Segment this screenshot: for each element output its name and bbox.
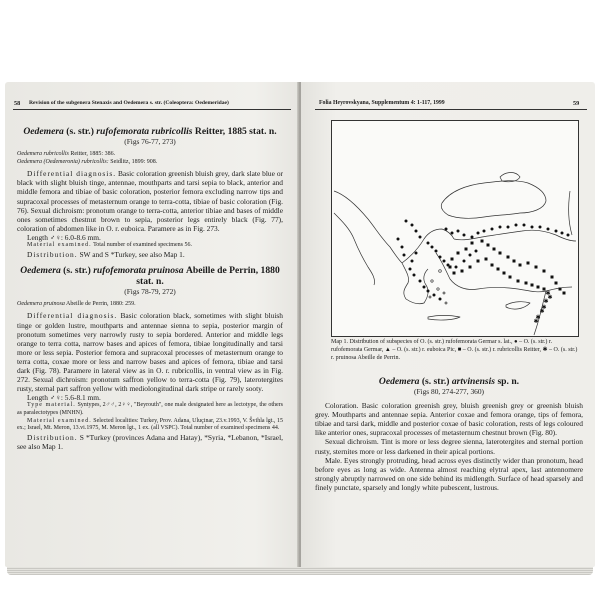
distribution-line: Distribution. SW and S *Turkey, see also Map 1. bbox=[27, 249, 185, 259]
map-dot-marker bbox=[439, 298, 442, 301]
map-square-marker bbox=[477, 260, 480, 263]
map-square-marker bbox=[543, 270, 546, 273]
map-square-marker bbox=[555, 282, 558, 285]
map-square-marker bbox=[493, 248, 496, 251]
left-page bbox=[5, 82, 299, 567]
map-square-marker bbox=[465, 248, 468, 251]
map-dot-marker bbox=[515, 224, 518, 227]
map-square-marker bbox=[485, 258, 488, 261]
map-dot-marker bbox=[403, 254, 406, 257]
taxon-heading-pruinosa: Oedemera (s. str.) rufofemorata pruinosa Abeille de Perrin, 1880 stat. n. bbox=[20, 264, 280, 287]
page-edge bbox=[7, 567, 593, 575]
diagnosis-paragraph: Differential diagnosis. Basic coloration black, sometimes with slight bluish tinge or golden lustre, mouthparts and antennae sienna to sepia, posterior margin of pronotum sometimes very narrowly rusty to sepia bordered. Anterior and middle legs orange to terra cotta, narrow bases and apices of femora, tibiae longitudinally and tarsi more or less sepia. Posterior femora and supracoxal processes of metasternum orange to terra cotta, coxae more or less and narrow bases and apices of femora, tibiae and tarsi dark (Fig. 78). Paramere in lateral view as in O. r. rubricollis, in ventral view as in Fig. 272. Sexual dichroism: pronotum saffron yellow to terra-cotta (Fig. 79), laterotergites rusty, sternal part saffron yellow with mediolongitudinal dark stripe or rarely sooty. bbox=[17, 311, 283, 394]
map-square-marker bbox=[503, 272, 506, 275]
map-dot-marker bbox=[411, 224, 414, 227]
adriatic-coast bbox=[334, 191, 402, 263]
synonym-line: Oedemera pruinosa Abeille de Perrin, 1880: 259. bbox=[17, 300, 136, 307]
map-square-marker bbox=[481, 240, 484, 243]
map-dot-marker bbox=[419, 236, 422, 239]
map-square-marker bbox=[507, 256, 510, 259]
map-star-marker: ✱ bbox=[547, 295, 553, 301]
distribution-map bbox=[331, 120, 579, 337]
map-square-marker bbox=[487, 244, 490, 247]
map-dot-marker bbox=[397, 238, 400, 241]
map-square-marker bbox=[517, 280, 520, 283]
map-dot-marker bbox=[415, 252, 418, 255]
map-dot-marker bbox=[413, 274, 416, 277]
map-dot-marker bbox=[471, 236, 474, 239]
coloration-paragraph: Coloration. Basic coloration greenish grey, bluish greenish grey or greenish bluish grey. Mouthparts and antennae sepia. Anterior coxae and femora orange, tips of femora, tibiae and tarsi dark, middle and posterior coxae of basic coloration, rests of legs coloured like anterior ones, supracoxal processes of metasternum chestnut brown (Fig. 80). bbox=[315, 401, 583, 438]
map-dot-marker bbox=[555, 230, 558, 233]
map-dot-marker bbox=[507, 226, 510, 229]
black-sea-outline bbox=[441, 181, 546, 219]
material-line: Material examined. Selected localities: Turkey, Prov. Adana, Uluçinar, 23.v.1993, V. Švihla lgt., 15 ex.; Israel, Mt. Meron, 13.vi.1975, M. Meron lgt., 1 ex. (all VSPC). Total number of examined specimens 44. bbox=[17, 417, 283, 432]
map-star-marker: ✱ bbox=[533, 319, 539, 325]
map-square-marker bbox=[457, 252, 460, 255]
map-square-marker bbox=[563, 292, 566, 295]
map-square-marker bbox=[497, 268, 500, 271]
map-star-marker: ✱ bbox=[535, 315, 541, 321]
caspian-edge bbox=[569, 191, 572, 235]
figure-refs: (Figs 76-77, 273) bbox=[124, 137, 176, 146]
map-dot-marker bbox=[455, 266, 458, 269]
map-dot-marker bbox=[409, 268, 412, 271]
map-square-marker bbox=[531, 284, 534, 287]
map-dot-marker bbox=[427, 242, 430, 245]
map-square-marker bbox=[509, 276, 512, 279]
left-running-header: Revision of the subgenera Stenaxis and Oedemera s. str. (Coleoptera: Oedemeridae) bbox=[29, 100, 229, 106]
map-dot-marker bbox=[443, 260, 446, 263]
open-book bbox=[5, 82, 595, 582]
male-paragraph: Male. Eyes strongly protruding, head across eyes distinctly wider than pronotum, head before eyes as long as wide. Antenna almost reaching elytral apex, last antennomere strongly abruptly narrowed on one side behind its midlength. Surface of head sparsely and finely punctate, sparsely and longly white pubescent, lustrous. bbox=[315, 455, 583, 492]
right-running-header: Folia Heyrovskyana, Supplementum 4: 1-117, 1999 bbox=[319, 100, 445, 106]
right-header-rule bbox=[315, 109, 587, 110]
map-dot-marker bbox=[523, 224, 526, 227]
map-square-marker bbox=[519, 264, 522, 267]
map-dot-marker bbox=[475, 250, 478, 253]
taxon-heading-rubricollis: Oedemera (s. str.) rufofemorata rubricollis Reitter, 1885 stat. n. bbox=[23, 126, 277, 137]
map-dot-marker bbox=[547, 228, 550, 231]
map-dot-marker bbox=[433, 294, 436, 297]
left-header-rule bbox=[13, 109, 291, 110]
map-dot-marker bbox=[463, 260, 466, 263]
map-dot-marker bbox=[567, 234, 570, 237]
map-points bbox=[397, 220, 570, 326]
greece-coast bbox=[402, 263, 428, 304]
taxon-heading-artvinensis: Oedemera (s. str.) artvinensis sp. n. bbox=[378, 376, 520, 387]
map-dot-marker bbox=[423, 286, 426, 289]
material-line: Material examined. Total number of examined specimens 56. bbox=[27, 242, 192, 249]
map-dot-marker bbox=[405, 220, 408, 223]
map-dot-marker bbox=[415, 230, 418, 233]
map-caption: Map 1. Distribution of subspecies of O. (s. str.) rufofemorata Germar s. lat., ● – O. (s. str.) r. rufofemorata Germar, ▲ – O. (s. str.) r. euboica Pic, ■ – O. (s. str.) r. rubricollis Reitter, ✱ – O. (s. str.) r. pruinosa Abeille de Perrin. bbox=[331, 339, 578, 361]
map-dot-marker bbox=[431, 246, 434, 249]
map-dot-marker bbox=[457, 230, 460, 233]
thrace-coast bbox=[402, 229, 454, 263]
left-page-number: 58 bbox=[14, 100, 21, 107]
left-text-block bbox=[17, 126, 283, 451]
map-dot-marker bbox=[531, 226, 534, 229]
map-dot-marker bbox=[419, 280, 422, 283]
distribution-line: Distribution. S *Turkey (provinces Adana and Hatay), *Syria, *Lebanon, *Israel, see also Map 1. bbox=[17, 432, 283, 451]
map-square-marker bbox=[513, 260, 516, 263]
map-dot-marker bbox=[477, 232, 480, 235]
map-dot-marker bbox=[451, 232, 454, 235]
right-page-number: 59 bbox=[573, 100, 580, 107]
map-dot-marker bbox=[439, 256, 442, 259]
map-dot-marker bbox=[463, 234, 466, 237]
map-dot-marker bbox=[499, 226, 502, 229]
map-dot-marker bbox=[435, 250, 438, 253]
synonym-line: Oedemera (Oedemeronia) rubricollis: Seidlitz, 1899: 908. bbox=[17, 158, 158, 165]
cyprus-outline bbox=[506, 302, 530, 309]
type-material-line: Type material. Syntypes, 2♂♂, 2♀♀, "Beyrouth", one male designated here as lectotype, the others as paralectotypes (MNHN). bbox=[17, 402, 283, 416]
map-square-marker bbox=[559, 288, 562, 291]
map-square-marker bbox=[527, 262, 530, 265]
map-square-marker bbox=[471, 242, 474, 245]
figure-refs: (Figs 78-79, 272) bbox=[124, 286, 176, 296]
map-square-marker bbox=[453, 272, 456, 275]
map-star-marker: ✱ bbox=[545, 291, 551, 297]
map-square-marker bbox=[535, 266, 538, 269]
map-square-marker bbox=[491, 264, 494, 267]
map-dot-marker bbox=[411, 260, 414, 263]
map-square-marker bbox=[537, 286, 540, 289]
map-dot-marker bbox=[445, 228, 448, 231]
map-star-marker: ✱ bbox=[543, 299, 549, 305]
map-dot-marker bbox=[491, 228, 494, 231]
map-dot-marker bbox=[561, 232, 564, 235]
map-dot-marker bbox=[401, 246, 404, 249]
map-star-marker: ✱ bbox=[539, 309, 545, 315]
right-page bbox=[301, 82, 595, 567]
crete-outline bbox=[428, 316, 460, 321]
diagnosis-paragraph: Differential diagnosis. Basic coloration greenish bluish grey, dark slate blue or black with slight bluish tinge, antennae, mouthparts and tarsi sepia to black, anterior and middle femora and tibiae of basic coloration, posterior femora excluding narrow tips and supracoxal processes of metasternum orange to terra-cotta, tibiae of basic coloration (Fig. 76). Sexual dichroism: pronotum orange to terra-cotta, anterior tibiae and bases of middle ones sometimes chestnut brown to sepia, posterior legs entirely black (Fig. 77), coloration of abdomen like in O. r. euboica. Paramere as in Fig. 273. bbox=[17, 169, 283, 233]
figure-refs: (Figs 80, 274-277, 360) bbox=[413, 387, 484, 396]
length-line: Length ♂♀: 5.6-8.1 mm. bbox=[27, 393, 101, 403]
map-square-marker bbox=[551, 276, 554, 279]
map-square-marker bbox=[449, 266, 452, 269]
italy-coast bbox=[334, 213, 375, 285]
map-square-marker bbox=[451, 258, 454, 261]
right-text-block bbox=[315, 376, 583, 492]
map-star-marker: ✱ bbox=[541, 305, 547, 311]
map-square-marker bbox=[469, 266, 472, 269]
map-square-marker bbox=[499, 252, 502, 255]
map-dot-marker bbox=[483, 230, 486, 233]
synonym-line: Oedemera rubricollis Reitter, 1885: 386. bbox=[17, 151, 116, 158]
map-dot-marker bbox=[427, 290, 430, 293]
map-drawing bbox=[332, 121, 578, 336]
length-line: Length ♂♀: 6.0-8.6 mm. bbox=[27, 232, 101, 242]
map-square-marker bbox=[525, 282, 528, 285]
map-square-marker bbox=[461, 270, 464, 273]
dichroism-paragraph: Sexual dichroism. Tint is more or less degree sienna, laterotergites and sternal portion rusty, sternites more or less darkened in their apical portions. bbox=[315, 437, 583, 456]
map-dot-marker bbox=[539, 226, 542, 229]
map-dot-marker bbox=[469, 254, 472, 257]
